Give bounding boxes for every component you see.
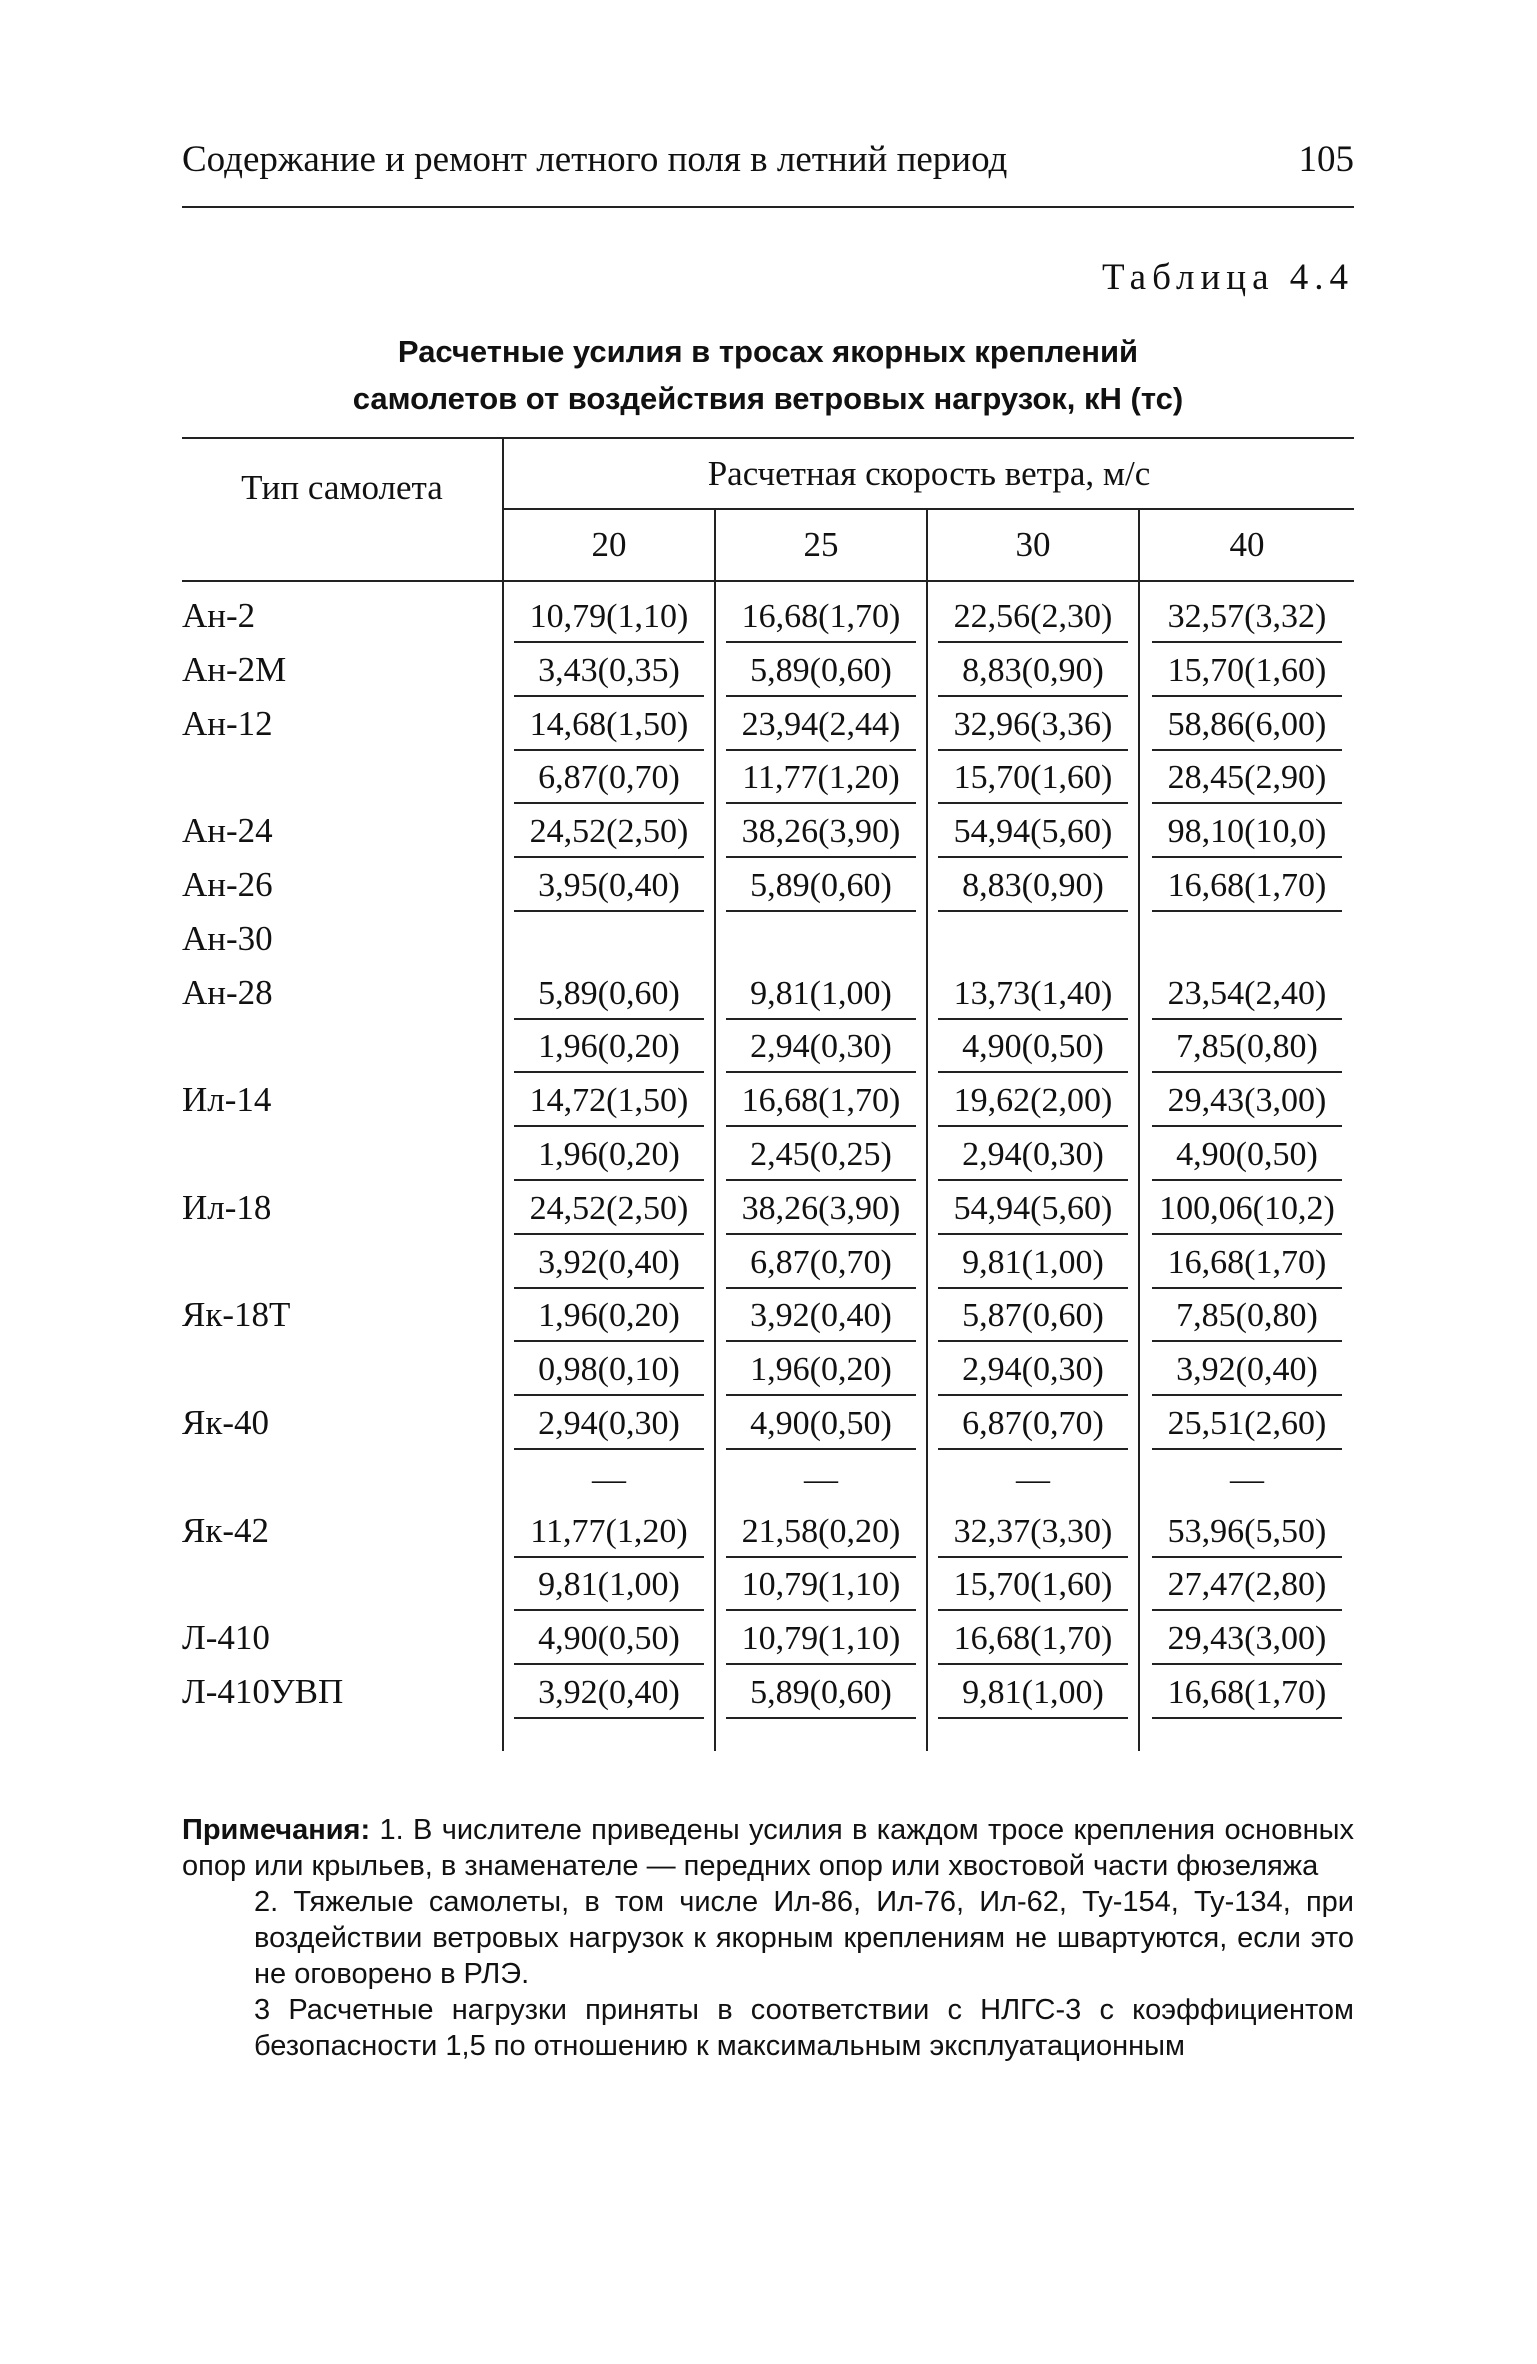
table-row: [182, 750, 1354, 804]
force-value: 29,43(3,00): [1152, 1073, 1342, 1127]
notes-title: Примечания:: [182, 1814, 371, 1846]
header-mid-rule: [503, 508, 1354, 510]
force-value: 4,90(0,50): [938, 1019, 1128, 1073]
force-value: 9,81(1,00): [938, 1235, 1128, 1289]
table-label: Таблица 4.4: [1102, 257, 1354, 298]
table-row: [182, 1396, 1354, 1450]
force-value: 5,89(0,60): [726, 858, 916, 912]
force-value: 13,73(1,40): [938, 966, 1128, 1020]
force-value: 5,89(0,60): [726, 1665, 916, 1719]
table-row: [182, 643, 1354, 697]
table-row: [182, 1288, 1354, 1342]
force-value: —: [1016, 1460, 1050, 1498]
note-item: 2. Тяжелые самолеты, в том числе Ил-86, Ил-76, Ил-62, Ту-154, Ту-134, при воздействии ветровых нагрузок к якорным креплениям не швартуются, если это не оговорено в РЛЭ.: [254, 1886, 1354, 1990]
table-row: [182, 1504, 1354, 1558]
force-value: 7,85(0,80): [1152, 1288, 1342, 1342]
table-top-rule: [182, 437, 1354, 439]
force-value: 3,92(0,40): [1152, 1342, 1342, 1396]
page-number: 105: [1298, 139, 1354, 180]
table-row: [182, 589, 1354, 643]
aircraft-type: Л-410: [182, 1618, 270, 1658]
running-title: Содержание и ремонт летного поля в летний период: [182, 139, 1008, 180]
force-value: 11,77(1,20): [514, 1504, 704, 1558]
force-value: 8,83(0,90): [938, 643, 1128, 697]
aircraft-type: Ан-12: [182, 703, 273, 743]
page-header: [182, 138, 1354, 181]
force-value: 2,94(0,30): [938, 1342, 1128, 1396]
force-value: 7,85(0,80): [1152, 1019, 1342, 1073]
aircraft-type: Як-18Т: [182, 1295, 291, 1335]
force-value: 54,94(5,60): [938, 1181, 1128, 1235]
table-row: [182, 804, 1354, 858]
table-row: [182, 1235, 1354, 1289]
table-row: [182, 912, 1354, 966]
table-row: [182, 1127, 1354, 1181]
column-group-header: Расчетная скорость ветра, м/с: [707, 454, 1151, 493]
force-value: 0,98(0,10): [514, 1342, 704, 1396]
force-value: 3,92(0,40): [514, 1235, 704, 1289]
data-table: [182, 437, 1354, 1751]
table-caption: [182, 328, 1354, 422]
force-value: 16,68(1,70): [1152, 858, 1342, 912]
force-value: 58,86(6,00): [1152, 697, 1342, 751]
table-row: [182, 966, 1354, 1020]
aircraft-type: Ан-28: [182, 972, 273, 1012]
force-value: 3,92(0,40): [726, 1288, 916, 1342]
caption-line: Расчетные усилия в тросах якорных креплений: [397, 334, 1139, 369]
force-value: —: [804, 1460, 838, 1498]
force-value: 53,96(5,50): [1152, 1504, 1342, 1558]
force-value: 10,79(1,10): [726, 1611, 916, 1665]
force-value: 98,10(10,0): [1152, 804, 1342, 858]
speed-header: 25: [803, 525, 839, 564]
force-value: 9,81(1,00): [938, 1665, 1128, 1719]
table-row: [182, 1073, 1354, 1127]
speed-header: 30: [1015, 525, 1051, 564]
force-value: 16,68(1,70): [1152, 1665, 1342, 1719]
force-value: 28,45(2,90): [1152, 750, 1342, 804]
header-bottom-rule: [182, 580, 1354, 582]
force-value: 16,68(1,70): [726, 589, 916, 643]
force-value: 2,94(0,30): [938, 1127, 1128, 1181]
force-value: 27,47(2,80): [1152, 1557, 1342, 1611]
force-value: 4,90(0,50): [1152, 1127, 1342, 1181]
force-value: 32,96(3,36): [938, 697, 1128, 751]
force-value: 100,06(10,2): [1152, 1181, 1342, 1235]
force-value: 1,96(0,20): [514, 1127, 704, 1181]
caption-line: самолетов от воздействия ветровых нагрузок, кН (тс): [352, 381, 1184, 416]
force-value: —: [1230, 1460, 1264, 1498]
force-value: [514, 912, 704, 966]
force-value: 9,81(1,00): [726, 966, 916, 1020]
force-value: 5,87(0,60): [938, 1288, 1128, 1342]
force-value: 24,52(2,50): [514, 804, 704, 858]
force-value: 15,70(1,60): [938, 750, 1128, 804]
table-row: [182, 1611, 1354, 1665]
force-value: 32,57(3,32): [1152, 589, 1342, 643]
force-value: 2,94(0,30): [726, 1019, 916, 1073]
force-value: 1,96(0,20): [514, 1288, 704, 1342]
aircraft-type: Ан-24: [182, 811, 273, 851]
force-value: 11,77(1,20): [726, 750, 916, 804]
header-rule: [182, 206, 1354, 208]
force-value: 14,68(1,50): [514, 697, 704, 751]
aircraft-type: Ил-18: [182, 1187, 272, 1227]
table-row: [182, 1665, 1354, 1719]
force-value: 3,92(0,40): [514, 1665, 704, 1719]
speed-header: 20: [591, 525, 627, 564]
aircraft-type: Ил-14: [182, 1080, 272, 1120]
force-value: 29,43(3,00): [1152, 1611, 1342, 1665]
table-row: [182, 1557, 1354, 1611]
force-value: 22,56(2,30): [938, 589, 1128, 643]
aircraft-type: Л-410УВП: [182, 1672, 344, 1711]
force-value: 38,26(3,90): [726, 804, 916, 858]
force-value: 8,83(0,90): [938, 858, 1128, 912]
force-value: 16,68(1,70): [938, 1611, 1128, 1665]
speed-header: 40: [1229, 525, 1265, 564]
force-value: 5,89(0,60): [726, 643, 916, 697]
force-value: 25,51(2,60): [1152, 1396, 1342, 1450]
force-value: —: [592, 1460, 626, 1498]
aircraft-type: Ан-2М: [182, 649, 287, 689]
force-value: 16,68(1,70): [1152, 1235, 1342, 1289]
aircraft-type: Як-40: [182, 1403, 270, 1442]
force-value: 15,70(1,60): [938, 1557, 1128, 1611]
force-value: 2,45(0,25): [726, 1127, 916, 1181]
force-value: 23,94(2,44): [726, 697, 916, 751]
force-value: 6,87(0,70): [938, 1396, 1128, 1450]
note-item: Примечания: 1. В числителе приведены усилия в каждом тросе крепления основных опор или крыльев, в знаменателе — передних опор или хвостовой части фюзеляжа: [182, 1814, 1355, 1882]
force-value: 21,58(0,20): [726, 1504, 916, 1558]
force-value: 5,89(0,60): [514, 966, 704, 1020]
force-value: 3,43(0,35): [514, 643, 704, 697]
force-value: 24,52(2,50): [514, 1181, 704, 1235]
notes: [182, 1812, 1354, 2064]
note-item: 3 Расчетные нагрузки приняты в соответствии с НЛГС-3 с коэффициентом безопасности 1,5 по отношению к максимальным эксплуатационным: [254, 1994, 1354, 2062]
aircraft-type: Як-42: [182, 1510, 270, 1550]
table-row: [182, 1450, 1354, 1504]
table-row: [182, 697, 1354, 751]
force-value: 4,90(0,50): [726, 1396, 916, 1450]
force-value: 1,96(0,20): [514, 1019, 704, 1073]
force-value: 10,79(1,10): [726, 1557, 916, 1611]
table-row: [182, 1342, 1354, 1396]
aircraft-type: Ан-26: [182, 865, 273, 904]
force-value: 1,96(0,20): [726, 1342, 916, 1396]
force-value: 6,87(0,70): [514, 750, 704, 804]
aircraft-type: Ан-30: [182, 918, 273, 958]
force-value: 38,26(3,90): [726, 1181, 916, 1235]
column-header-type: Тип самолета: [241, 468, 443, 507]
force-value: 6,87(0,70): [726, 1235, 916, 1289]
force-value: [1152, 912, 1342, 966]
force-value: 16,68(1,70): [726, 1073, 916, 1127]
force-value: 14,72(1,50): [514, 1073, 704, 1127]
force-value: 10,79(1,10): [514, 589, 704, 643]
force-value: 9,81(1,00): [514, 1557, 704, 1611]
force-value: 4,90(0,50): [514, 1611, 704, 1665]
force-value: [726, 912, 916, 966]
force-value: 19,62(2,00): [938, 1073, 1128, 1127]
table-row: [182, 1181, 1354, 1235]
force-value: 15,70(1,60): [1152, 643, 1342, 697]
force-value: 3,95(0,40): [514, 858, 704, 912]
force-value: 2,94(0,30): [514, 1396, 704, 1450]
table-row: [182, 858, 1354, 912]
force-value: 32,37(3,30): [938, 1504, 1128, 1558]
force-value: 23,54(2,40): [1152, 966, 1342, 1020]
table-row: [182, 1019, 1354, 1073]
aircraft-type: Ан-2: [182, 596, 256, 635]
force-value: [938, 912, 1128, 966]
force-value: 54,94(5,60): [938, 804, 1128, 858]
